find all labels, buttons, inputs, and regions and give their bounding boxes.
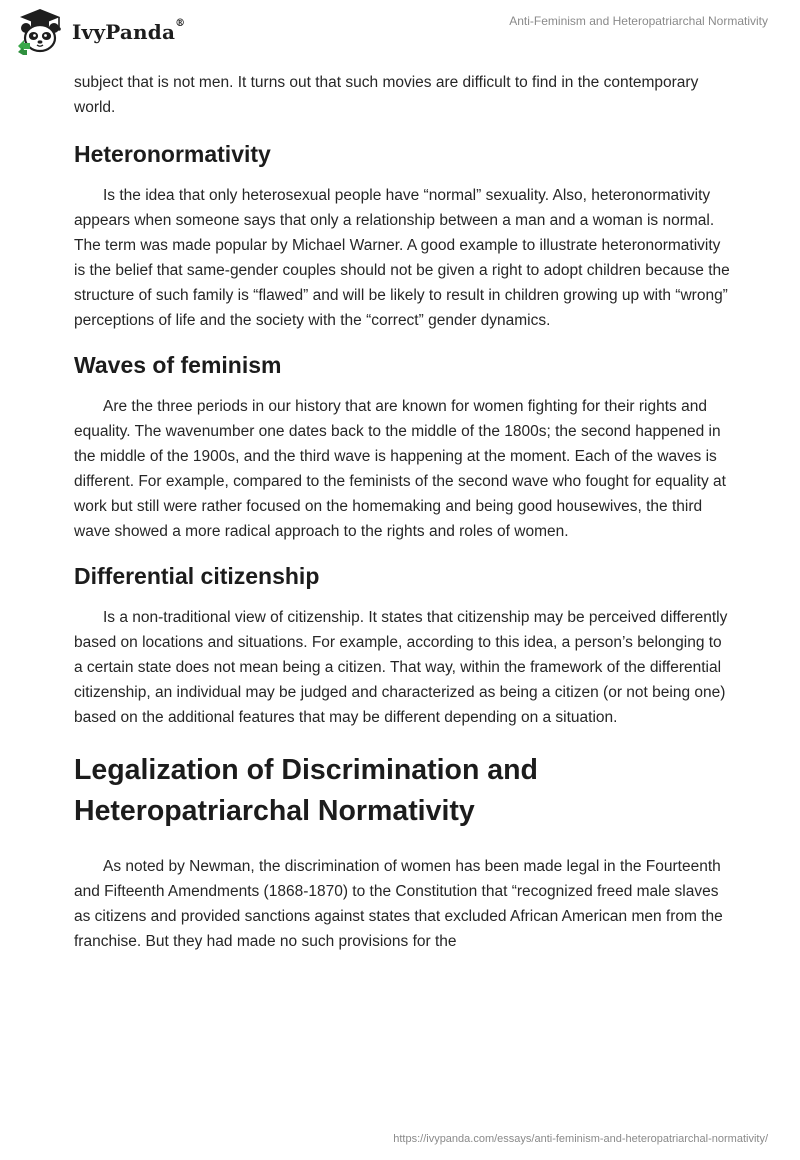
heading-waves-of-feminism: Waves of feminism xyxy=(74,352,282,378)
source-url[interactable]: https://ivypanda.com/essays/anti-feminism-and-heteropatriarchal-normativity/ xyxy=(393,1133,768,1145)
paragraph-legalization: As noted by Newman, the discrimination of women has been made legal in the Fourteenth and Fifteenth Amendments (1868-1870) to the Constitution that “recognized freed male slaves as citizens and provided sanctions against states that excluded African American men from the franchise. But they had made no such provisions for the xyxy=(74,858,723,950)
brand-name: IvyPanda® xyxy=(72,18,186,44)
page-header xyxy=(0,0,800,60)
paragraph-heteronormativity: Is the idea that only heterosexual people have “normal” sexuality. Also, heteronormativity appears when someone says that only a relationship between a man and a woman is normal. The term was made popular by Michael Warner. A good example to illustrate heteronormativity is the belief that same-gender couples should not be given a right to adopt children because the structure of such family is “flawed” and will be likely to result in children growing up with “wrong” perceptions of life and the society with the “correct” gender dynamics. xyxy=(74,187,730,329)
panda-logo-icon xyxy=(14,6,66,58)
heading-differential-citizenship: Differential citizenship xyxy=(74,563,320,589)
article-body xyxy=(74,70,734,954)
paragraph-differential-citizenship: Is a non-traditional view of citizenship. It states that citizenship may be perceived differently based on locations and situations. For example, according to this idea, a person’s belonging to a certain state does not mean being a citizen. That way, within the framework of the differential citizenship, an individual may be judged and characterized as being a citizen (or not being one) based on the additional features that may be different depending on a situation. xyxy=(74,609,728,726)
heading-legalization: Legalization of Discrimination and Heteropatriarchal Normativity xyxy=(74,754,538,827)
heading-heteronormativity: Heteronormativity xyxy=(74,141,271,167)
running-title: Anti-Feminism and Heteropatriarchal Normativity xyxy=(509,14,768,28)
brand-logo[interactable] xyxy=(14,6,185,58)
paragraph-intro-tail: subject that is not men. It turns out that such movies are difficult to find in the contemporary world. xyxy=(74,74,699,116)
paragraph-waves-of-feminism: Are the three periods in our history that are known for women fighting for their rights and equality. The wavenumber one dates back to the middle of the 1800s; the second happened in the middle of the 1900s, and the third wave is happening at the moment. Each of the waves is different. For example, compared to the feminists of the second wave who fought for equality at work but still were rather focused on the homemaking and being good housewives, the third wave showed a more radical approach to the rights and roles of women. xyxy=(74,398,726,540)
